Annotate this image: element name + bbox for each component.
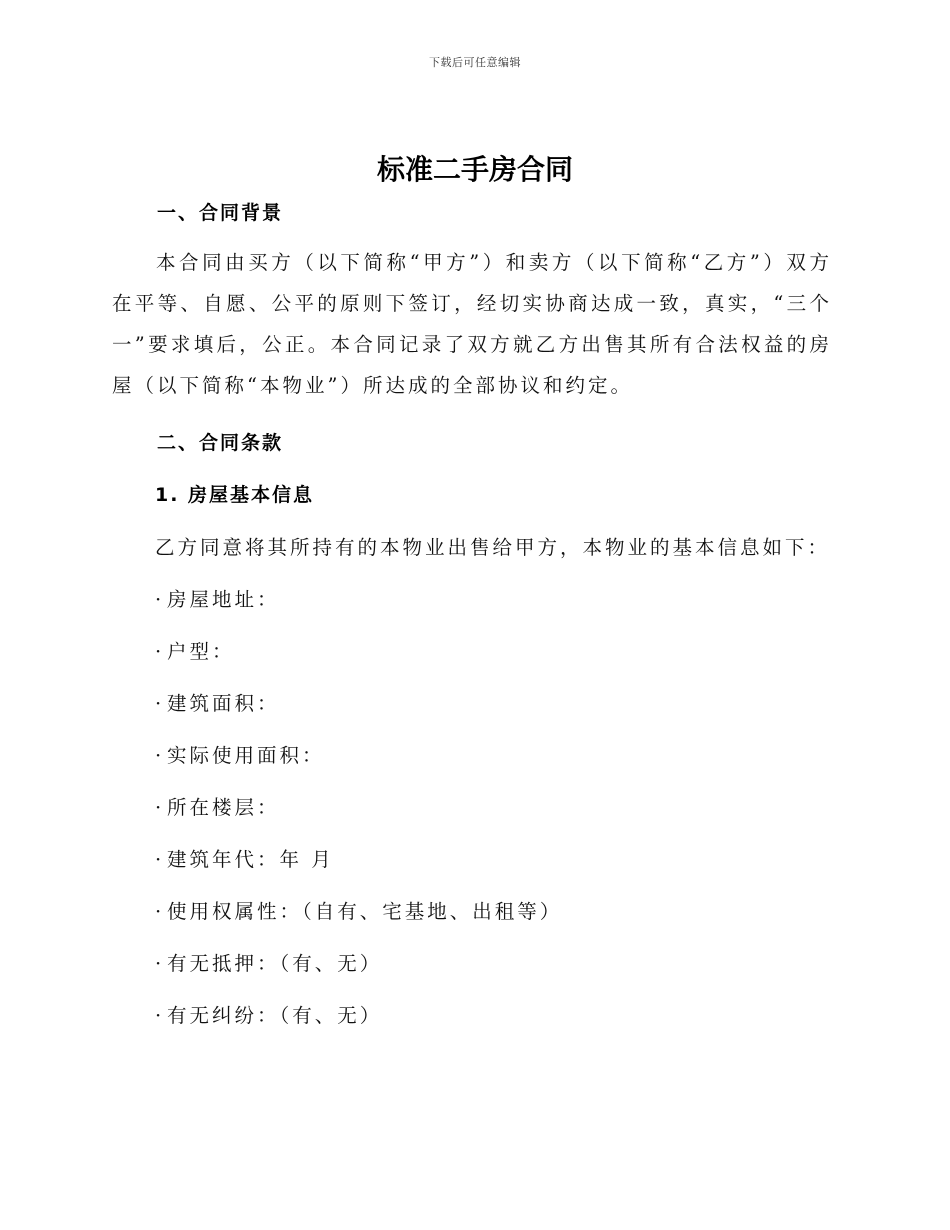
list-item	[155, 792, 280, 820]
bullet-icon: ·	[155, 952, 165, 975]
terms-intro: 乙方同意将其所持有的本物业出售给甲方，本物业的基本信息如下：	[155, 536, 831, 559]
list-item	[155, 1000, 382, 1028]
bullet-icon: ·	[155, 1004, 165, 1027]
list-item	[155, 948, 382, 976]
list-item	[155, 844, 334, 872]
list-item-text: 有无纠纷：（有、无）	[167, 1004, 383, 1027]
list-item-text: 户型：	[167, 640, 235, 663]
list-item	[155, 636, 235, 664]
bullet-icon: ·	[155, 848, 165, 871]
bullet-icon: ·	[155, 692, 165, 715]
list-item-text: 建筑面积：	[167, 692, 280, 715]
document-title: 标准二手房合同	[376, 153, 573, 186]
bullet-icon: ·	[155, 640, 165, 663]
section-heading-terms: 二、合同条款	[157, 432, 284, 454]
bullet-icon: ·	[155, 588, 165, 611]
list-item	[155, 584, 280, 612]
section-heading-background: 一、合同背景	[157, 202, 284, 224]
bullet-icon: ·	[155, 900, 165, 923]
background-paragraph: 本合同由买方（以下简称“甲方”）和卖方（以下简称“乙方”）双方在平等、自愿、公平的原则下签订，经切实协商达成一致，真实，“三个一”要求填后，公正。本合同记录了双方就乙方出售其所有合法权益的房屋（以下简称“本物业”）所达成的全部协议和约定。	[112, 251, 832, 397]
list-item-text: 使用权属性：（自有、宅基地、出租等）	[167, 900, 563, 923]
list-item-text: 所在楼层：	[167, 796, 280, 819]
list-item	[155, 740, 325, 768]
list-item	[155, 688, 280, 716]
list-item-text: 房屋地址：	[167, 588, 280, 611]
subheading-property-info: 1. 房屋基本信息	[155, 484, 315, 506]
bullet-icon: ·	[155, 796, 165, 819]
list-item	[155, 896, 562, 924]
list-item-text: 实际使用面积：	[167, 744, 325, 767]
bullet-icon: ·	[155, 744, 165, 767]
header-note: 下载后可任意编辑	[429, 56, 521, 69]
list-item-text: 建筑年代：年 月	[167, 848, 334, 871]
list-item-text: 有无抵押：（有、无）	[167, 952, 383, 975]
